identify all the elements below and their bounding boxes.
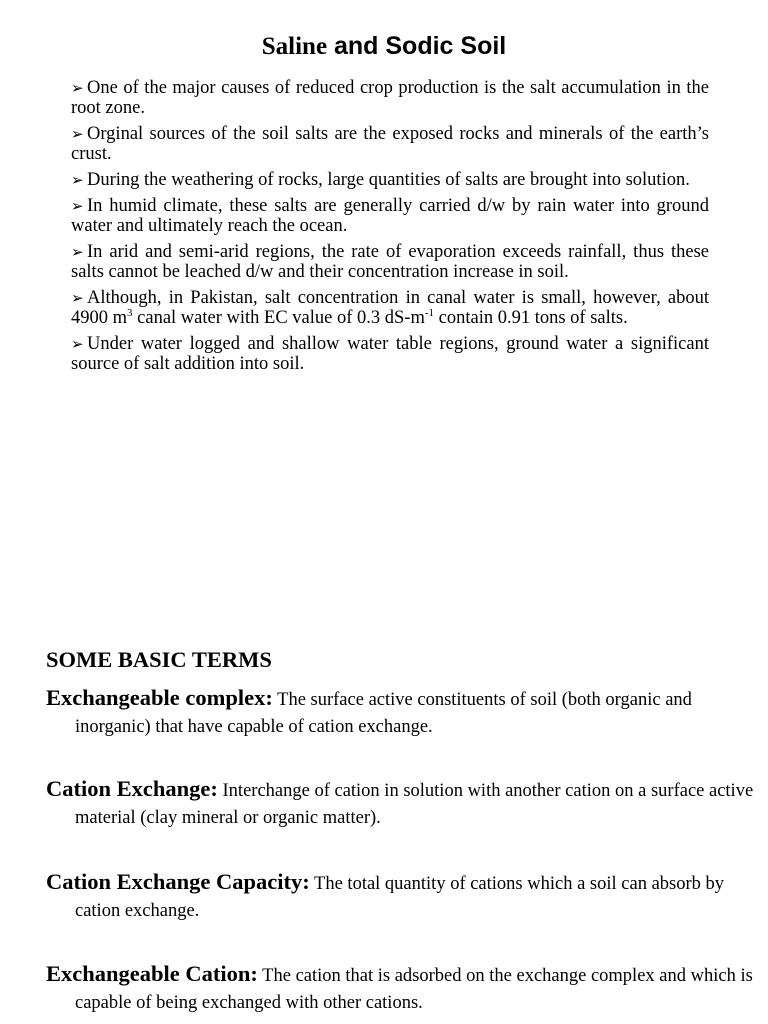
term-name: Exchangeable Cation: <box>46 961 258 986</box>
section-heading: SOME BASIC TERMS <box>46 647 272 672</box>
arrow-bullet-icon: ➢ <box>71 289 84 307</box>
arrow-bullet-icon: ➢ <box>71 197 84 215</box>
term-name: Cation Exchange Capacity: <box>46 869 310 894</box>
bullet-text: Orginal sources of the soil salts are the exposed rocks and minerals of the earth’s crust. <box>71 124 709 164</box>
bullet-item <box>71 78 709 118</box>
term-definition <box>46 868 755 925</box>
superscript: -1 <box>424 307 435 319</box>
page-title <box>0 30 768 63</box>
bullet-text-part: Although, in Pakistan, salt concentration in canal water is small, however, about 4900 m <box>71 288 709 328</box>
bullet-text-part: canal water with EC value of 0.3 dS-m <box>132 308 425 328</box>
term-definition <box>46 775 755 832</box>
title-part-saline: Saline <box>261 33 328 60</box>
bullet-item <box>71 124 709 164</box>
arrow-bullet-icon: ➢ <box>71 125 84 143</box>
bullet-text: Under water logged and shallow water table regions, ground water a significant source of salt addition into soil. <box>71 334 709 374</box>
term-description: The surface active constituents of soil (both organic and inorganic) that have capable of cation exchange. <box>75 690 692 737</box>
bullet-list <box>71 78 709 380</box>
superscript: 3 <box>127 307 133 319</box>
bullet-item <box>71 242 709 282</box>
bullet-item <box>71 288 709 328</box>
bullet-text: One of the major causes of reduced crop production is the salt accumulation in the root zone. <box>71 78 709 118</box>
term-definition <box>46 684 755 741</box>
arrow-bullet-icon: ➢ <box>71 335 84 353</box>
bullet-text: During the weathering of rocks, large quantities of salts are brought into solution. <box>87 170 690 190</box>
arrow-bullet-icon: ➢ <box>71 79 84 97</box>
term-definition <box>46 960 755 1017</box>
term-name: Cation Exchange: <box>46 776 218 801</box>
term-description: The cation that is adsorbed on the exchange complex and which is capable of being exchanged with other cations. <box>75 966 753 1013</box>
bullet-item <box>71 170 709 190</box>
arrow-bullet-icon: ➢ <box>71 243 84 261</box>
bullet-text: In humid climate, these salts are generally carried d/w by rain water into ground water and ultimately reach the ocean. <box>71 196 709 236</box>
arrow-bullet-icon: ➢ <box>71 171 84 189</box>
term-name: Exchangeable complex: <box>46 685 273 710</box>
bullet-text-part: contain 0.91 tons of salts. <box>434 308 628 328</box>
term-description: The total quantity of cations which a soil can absorb by cation exchange. <box>75 874 725 921</box>
term-description: Interchange of cation in solution with another cation on a surface active material (clay mineral or organic matter). <box>75 781 754 828</box>
title-part-sodic-soil: and Sodic Soil <box>327 32 507 60</box>
bullet-item <box>71 196 709 236</box>
bullet-text: In arid and semi-arid regions, the rate of evaporation exceeds rainfall, thus these salts cannot be leached d/w and their concentration increase in soil. <box>71 242 709 282</box>
bullet-item <box>71 334 709 374</box>
